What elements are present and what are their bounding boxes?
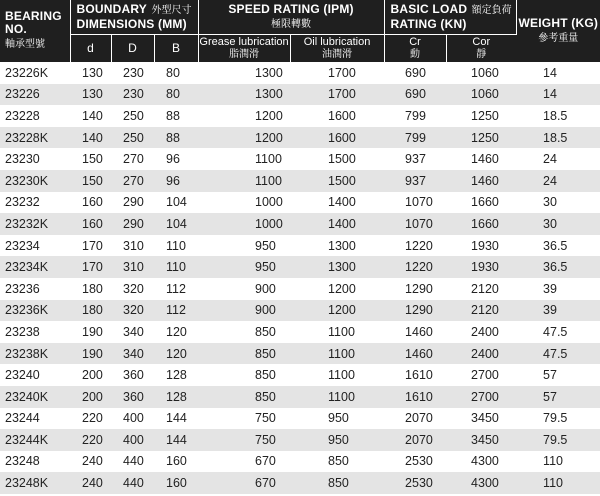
cell-bearing-no: 23234 [0,235,70,257]
header-speed-rating-label: SPEED RATING (IPM) [228,2,354,17]
cell-B: 160 [154,472,198,494]
table-row [0,300,600,322]
table-row [0,256,600,278]
cell-cr: 1070 [384,192,446,214]
cell-cor: 1660 [446,213,516,235]
cell-B: 110 [154,235,198,257]
cell-D: 250 [111,105,154,127]
cell-cor: 1660 [446,192,516,214]
table-row [0,429,600,451]
header-cor-cn: 靜 [476,48,487,60]
cell-weight: 39 [516,300,600,322]
cell-d: 140 [70,105,111,127]
cell-grease-speed: 750 [198,408,290,430]
cell-cr: 690 [384,62,446,84]
cell-D: 310 [111,256,154,278]
cell-cor: 4300 [446,451,516,473]
cell-oil-speed: 1400 [290,213,384,235]
cell-cr: 2070 [384,408,446,430]
cell-oil-speed: 1100 [290,343,384,365]
cell-grease-speed: 1000 [198,192,290,214]
cell-B: 120 [154,321,198,343]
header-cr-cn: 動 [410,48,421,60]
cell-cr: 799 [384,127,446,149]
cell-bearing-no: 23248K [0,472,70,494]
cell-bearing-no: 23226 [0,84,70,106]
cell-cr: 2530 [384,472,446,494]
cell-grease-speed: 750 [198,429,290,451]
cell-B: 110 [154,256,198,278]
cell-B: 120 [154,343,198,365]
cell-D: 290 [111,213,154,235]
cell-B: 104 [154,192,198,214]
cell-grease-speed: 1100 [198,170,290,192]
cell-oil-speed: 1400 [290,192,384,214]
cell-d: 180 [70,278,111,300]
header-cr-label: Cr [409,35,421,48]
header-dimensions-label: DIMENSIONS (MM) [76,17,187,32]
cell-oil-speed: 950 [290,429,384,451]
cell-oil-speed: 1500 [290,148,384,170]
cell-grease-speed: 1300 [198,62,290,84]
cell-oil-speed: 1100 [290,364,384,386]
cell-oil-speed: 1300 [290,235,384,257]
cell-grease-speed: 850 [198,386,290,408]
cell-weight: 36.5 [516,256,600,278]
cell-d: 190 [70,343,111,365]
table-row [0,278,600,300]
cell-B: 112 [154,300,198,322]
table-row [0,170,600,192]
cell-cr: 937 [384,148,446,170]
table-row [0,192,600,214]
cell-d: 130 [70,84,111,106]
cell-D: 270 [111,148,154,170]
cell-D: 310 [111,235,154,257]
cell-bearing-no: 23226K [0,62,70,84]
header-speed-rating-cn: 極限轉數 [271,19,312,31]
header-basic-load-label: BASIC LOAD [390,2,468,17]
header-boundary-dimensions [70,0,198,34]
cell-weight: 24 [516,148,600,170]
cell-cor: 3450 [446,429,516,451]
table-row [0,84,600,106]
header-rating-kn-label: RATING (KN) [390,17,467,32]
cell-cr: 1460 [384,321,446,343]
header-col-cor [446,34,516,62]
header-bearing-no [0,0,70,62]
cell-d: 170 [70,235,111,257]
header-col-grease [198,34,290,62]
table-row [0,62,600,84]
cell-D: 340 [111,321,154,343]
header-weight-label: WEIGHT (KG) [518,16,599,31]
cell-weight: 79.5 [516,408,600,430]
cell-grease-speed: 670 [198,451,290,473]
table-row [0,364,600,386]
cell-weight: 39 [516,278,600,300]
header-boundary-label: BOUNDARY [76,2,147,17]
cell-weight: 57 [516,364,600,386]
cell-bearing-no: 23230K [0,170,70,192]
table-row [0,343,600,365]
cell-oil-speed: 1300 [290,256,384,278]
cell-D: 440 [111,451,154,473]
table-row [0,148,600,170]
cell-grease-speed: 1200 [198,105,290,127]
cell-bearing-no: 23228 [0,105,70,127]
header-col-B [154,34,198,62]
cell-oil-speed: 1700 [290,62,384,84]
cell-oil-speed: 850 [290,451,384,473]
cell-bearing-no: 23234K [0,256,70,278]
cell-D: 270 [111,170,154,192]
cell-bearing-no: 23232K [0,213,70,235]
cell-cor: 1930 [446,256,516,278]
header-oil-label: Oil lubrication [303,35,371,48]
cell-oil-speed: 1600 [290,105,384,127]
cell-grease-speed: 850 [198,321,290,343]
cell-weight: 110 [516,451,600,473]
cell-B: 128 [154,364,198,386]
header-boundary-cn: 外型尺寸 [151,5,192,17]
header-grease-cn: 脂潤滑 [229,48,260,60]
cell-d: 190 [70,321,111,343]
cell-d: 160 [70,192,111,214]
table-row [0,235,600,257]
header-col-d [70,34,111,62]
cell-cor: 2700 [446,386,516,408]
table-row [0,321,600,343]
cell-B: 80 [154,84,198,106]
cell-B: 80 [154,62,198,84]
cell-grease-speed: 900 [198,300,290,322]
header-basic-load-rating [384,0,516,34]
cell-weight: 30 [516,192,600,214]
cell-D: 340 [111,343,154,365]
header-weight [516,0,600,62]
cell-cor: 4300 [446,472,516,494]
cell-weight: 110 [516,472,600,494]
cell-oil-speed: 1200 [290,300,384,322]
cell-oil-speed: 1500 [290,170,384,192]
cell-B: 144 [154,408,198,430]
cell-d: 160 [70,213,111,235]
cell-cor: 1930 [446,235,516,257]
cell-B: 160 [154,451,198,473]
cell-grease-speed: 1200 [198,127,290,149]
table-row [0,127,600,149]
cell-weight: 36.5 [516,235,600,257]
cell-weight: 30 [516,213,600,235]
cell-bearing-no: 23244 [0,408,70,430]
cell-bearing-no: 23228K [0,127,70,149]
header-col-D-label: D [128,41,137,55]
header-speed-rating [198,0,384,34]
table-row [0,472,600,494]
cell-B: 88 [154,127,198,149]
header-weight-cn: 參考重量 [538,33,579,45]
cell-cr: 1220 [384,256,446,278]
cell-grease-speed: 950 [198,235,290,257]
cell-cor: 3450 [446,408,516,430]
cell-D: 230 [111,84,154,106]
cell-bearing-no: 23240K [0,386,70,408]
header-col-oil [290,34,384,62]
cell-cr: 1460 [384,343,446,365]
cell-oil-speed: 950 [290,408,384,430]
cell-weight: 14 [516,84,600,106]
cell-cr: 1290 [384,300,446,322]
cell-d: 140 [70,127,111,149]
cell-cr: 1290 [384,278,446,300]
cell-D: 230 [111,62,154,84]
header-col-cr [384,34,446,62]
cell-d: 150 [70,170,111,192]
table-row [0,451,600,473]
cell-D: 290 [111,192,154,214]
cell-B: 144 [154,429,198,451]
cell-weight: 79.5 [516,429,600,451]
cell-cor: 1250 [446,127,516,149]
cell-cor: 2700 [446,364,516,386]
cell-cor: 2120 [446,278,516,300]
cell-B: 88 [154,105,198,127]
header-col-B-label: B [172,41,181,55]
cell-D: 320 [111,300,154,322]
cell-bearing-no: 23236 [0,278,70,300]
cell-weight: 47.5 [516,343,600,365]
cell-cr: 1070 [384,213,446,235]
cell-oil-speed: 1700 [290,84,384,106]
cell-grease-speed: 950 [198,256,290,278]
cell-d: 240 [70,451,111,473]
cell-cor: 1250 [446,105,516,127]
cell-bearing-no: 23238 [0,321,70,343]
cell-oil-speed: 1200 [290,278,384,300]
cell-d: 240 [70,472,111,494]
table-row [0,408,600,430]
cell-cor: 1460 [446,170,516,192]
cell-B: 96 [154,170,198,192]
cell-d: 220 [70,429,111,451]
cell-bearing-no: 23248 [0,451,70,473]
header-oil-cn: 油潤滑 [322,48,353,60]
cell-d: 150 [70,148,111,170]
cell-bearing-no: 23238K [0,343,70,365]
cell-weight: 47.5 [516,321,600,343]
cell-cor: 1460 [446,148,516,170]
cell-B: 104 [154,213,198,235]
cell-d: 170 [70,256,111,278]
cell-cr: 937 [384,170,446,192]
cell-cor: 1060 [446,62,516,84]
header-grease-label: Grease lubrication [199,35,289,48]
cell-weight: 18.5 [516,127,600,149]
cell-oil-speed: 1100 [290,321,384,343]
cell-d: 220 [70,408,111,430]
cell-cor: 2400 [446,343,516,365]
cell-cor: 2400 [446,321,516,343]
cell-d: 130 [70,62,111,84]
cell-cr: 690 [384,84,446,106]
cell-B: 128 [154,386,198,408]
cell-D: 440 [111,472,154,494]
cell-d: 200 [70,386,111,408]
cell-grease-speed: 900 [198,278,290,300]
cell-D: 400 [111,429,154,451]
header-bearing-no-label: BEARING NO. [5,8,62,36]
cell-d: 200 [70,364,111,386]
cell-D: 360 [111,364,154,386]
table-row [0,105,600,127]
header-basic-load-cn: 額定負荷 [471,5,512,17]
cell-D: 320 [111,278,154,300]
cell-D: 250 [111,127,154,149]
header-cor-label: Cor [472,35,491,48]
cell-d: 180 [70,300,111,322]
cell-cr: 799 [384,105,446,127]
cell-grease-speed: 1100 [198,148,290,170]
cell-cr: 2070 [384,429,446,451]
cell-cor: 2120 [446,300,516,322]
cell-grease-speed: 1300 [198,84,290,106]
cell-oil-speed: 850 [290,472,384,494]
cell-bearing-no: 23244K [0,429,70,451]
cell-cr: 1610 [384,364,446,386]
table-row [0,386,600,408]
cell-weight: 14 [516,62,600,84]
table-header [0,0,600,62]
cell-B: 96 [154,148,198,170]
header-bearing-no-cn: 軸承型號 [5,38,45,50]
cell-weight: 57 [516,386,600,408]
cell-oil-speed: 1600 [290,127,384,149]
cell-bearing-no: 23236K [0,300,70,322]
cell-oil-speed: 1100 [290,386,384,408]
cell-weight: 18.5 [516,105,600,127]
cell-cr: 2530 [384,451,446,473]
table-row [0,213,600,235]
cell-D: 400 [111,408,154,430]
cell-grease-speed: 1000 [198,213,290,235]
cell-bearing-no: 23230 [0,148,70,170]
cell-D: 360 [111,386,154,408]
cell-grease-speed: 850 [198,343,290,365]
cell-B: 112 [154,278,198,300]
header-col-d-label: d [87,41,94,55]
cell-cr: 1610 [384,386,446,408]
cell-bearing-no: 23240 [0,364,70,386]
table-body [0,62,600,494]
cell-bearing-no: 23232 [0,192,70,214]
cell-grease-speed: 670 [198,472,290,494]
cell-cr: 1220 [384,235,446,257]
cell-cor: 1060 [446,84,516,106]
cell-weight: 24 [516,170,600,192]
header-col-D [111,34,154,62]
cell-grease-speed: 850 [198,364,290,386]
